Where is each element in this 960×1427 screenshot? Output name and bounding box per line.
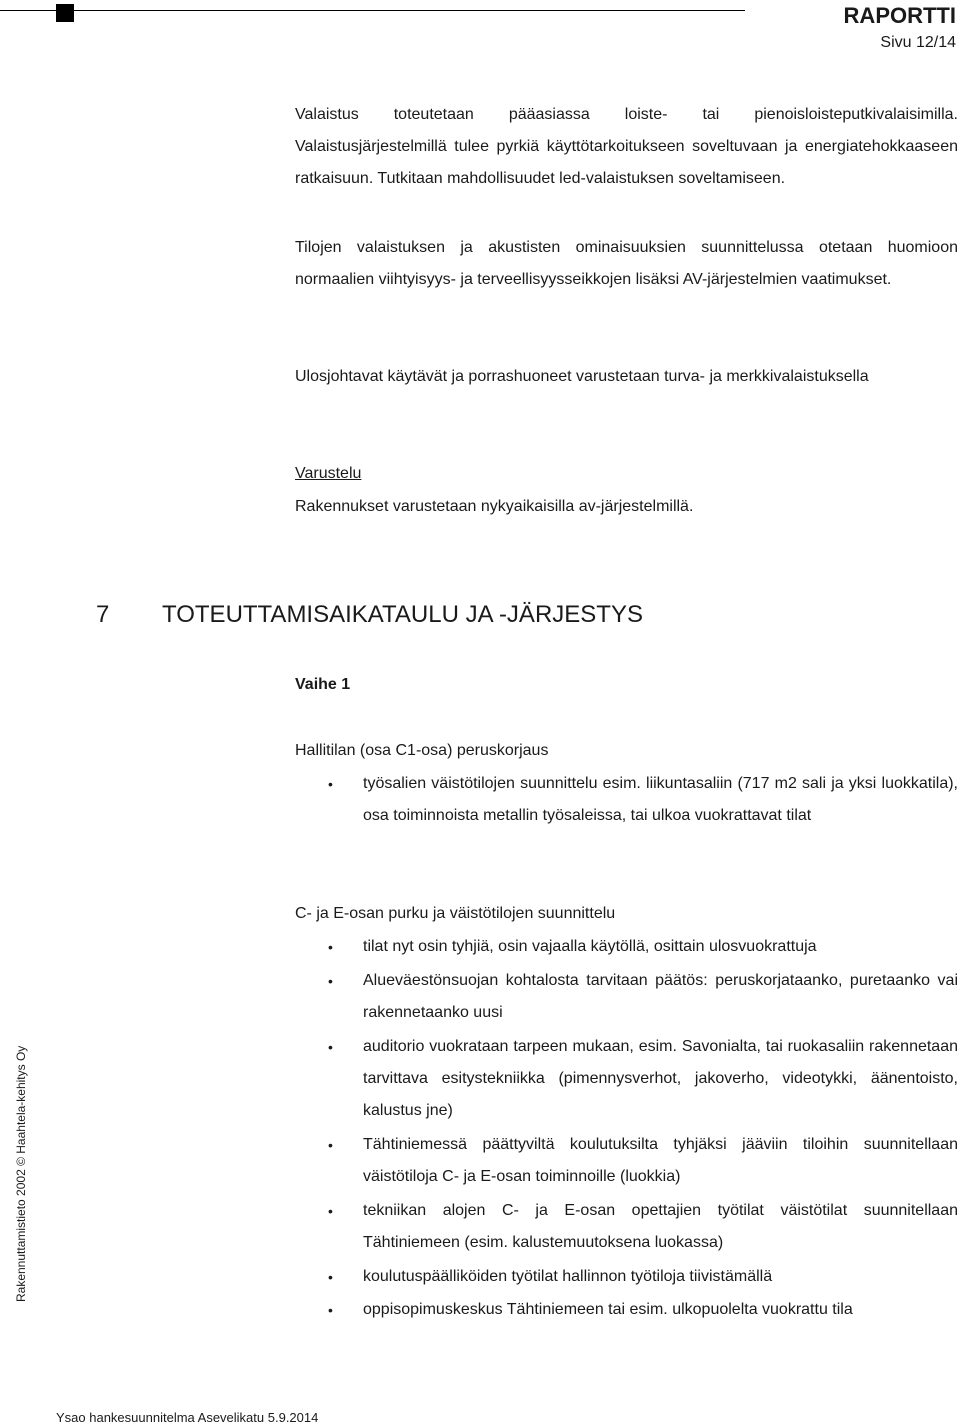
- section-number: 7: [96, 601, 110, 628]
- bullet-icon: •: [328, 1039, 333, 1055]
- group1-title: Hallitilan (osa C1-osa) peruskorjaus: [295, 742, 549, 759]
- bullet-icon: •: [328, 776, 333, 792]
- list-item-text: auditorio vuokrataan tarpeen mukaan, esim. Savonialta, tai ruokasaliin rakennetaan tarvittava esitystekniikka (pimennysverhot, jakoverho, videotykki, äänentoisto, kalustus jne): [363, 1038, 958, 1119]
- phase-heading: Vaihe 1: [295, 676, 351, 693]
- list-item: [328, 1031, 958, 1127]
- bullet-icon: •: [328, 973, 333, 989]
- list-item-text: Tähtiniemessä päättyviltä koulutuksilta tyhjäksi jääviin tiloihin suunnitellaan väistötiloja C- ja E-osan toiminnoille (luokkia): [363, 1136, 958, 1185]
- bullet-icon: •: [328, 1302, 333, 1318]
- section-title: TOTEUTTAMISAIKATAULU JA -JÄRJESTYS: [162, 601, 643, 628]
- section-heading: [96, 601, 643, 629]
- bullet-icon: •: [328, 939, 333, 955]
- list-item: [328, 965, 958, 1029]
- list-item: [328, 1195, 958, 1259]
- paragraph-acoustics: Tilojen valaistuksen ja akustisten ominaisuuksien suunnittelussa otetaan huomioon normaalien viihtyisyys- ja terveellisyysseikkojen lisäksi AV-järjestelmien vaatimukset.: [295, 239, 958, 288]
- header-square: [56, 4, 74, 22]
- footer-text: Ysao hankesuunnitelma Asevelikatu 5.9.2014: [56, 1410, 319, 1425]
- list-item: [328, 1261, 958, 1293]
- list-item: [328, 1129, 958, 1193]
- list-item-text: työsalien väistötilojen suunnittelu esim. liikuntasaliin (717 m2 sali ja yksi luokkatila), osa toiminnoista metallin työsaleissa, tai ulkoa vuokrattavat tilat: [363, 775, 958, 824]
- bullet-icon: •: [328, 1203, 333, 1219]
- list-item-text: koulutuspäälliköiden työtilat hallinnon työtiloja tiivistämällä: [363, 1268, 773, 1285]
- sidebar-copyright: Rakennuttamistieto 2002 © Haahtela-kehitys Oy: [14, 1045, 28, 1302]
- list-item: [328, 1294, 958, 1326]
- list-item-text: tilat nyt osin tyhjiä, osin vajaalla käytöllä, osittain ulosvuokrattuja: [363, 938, 817, 955]
- list-item: [328, 768, 958, 832]
- paragraph-emergency-lighting: Ulosjohtavat käytävät ja porrashuoneet varustetaan turva- ja merkkivalaistuksella: [295, 368, 869, 385]
- varustelu-text: Rakennukset varustetaan nykyaikaisilla av-järjestelmillä.: [295, 498, 694, 515]
- group2-title: C- ja E-osan purku ja väistötilojen suunnittelu: [295, 905, 616, 922]
- list-item-text: oppisopimuskeskus Tähtiniemeen tai esim. ulkopuolelta vuokrattu tila: [363, 1301, 853, 1318]
- varustelu-heading: Varustelu: [295, 465, 362, 482]
- list-item: [328, 931, 958, 963]
- paragraph-lighting: Valaistus toteutetaan pääasiassa loiste- tai pienoisloisteputkivalaisimilla. Valaistusjärjestelmillä tulee pyrkiä käyttötarkoitukseen soveltuvaan ja energiatehokkaaseen ratkaisuun. Tutkitaan mahdollisuudet led-valaistuksen soveltamiseen.: [295, 106, 958, 187]
- bullet-icon: •: [328, 1137, 333, 1153]
- list-item-text: Alueväestönsuojan kohtalosta tarvitaan päätös: peruskorjataanko, puretaanko vai rakennetaanko uusi: [363, 972, 958, 1021]
- page-number: Sivu 12/14: [880, 34, 956, 51]
- bullet-icon: •: [328, 1269, 333, 1285]
- list-item-text: tekniikan alojen C- ja E-osan opettajien työtilat väistötilat suunnitellaan Tähtiniemeen (esim. kalustemuutoksena luokassa): [363, 1202, 958, 1251]
- header-rule: [0, 10, 745, 11]
- report-title: RAPORTTI: [843, 3, 956, 28]
